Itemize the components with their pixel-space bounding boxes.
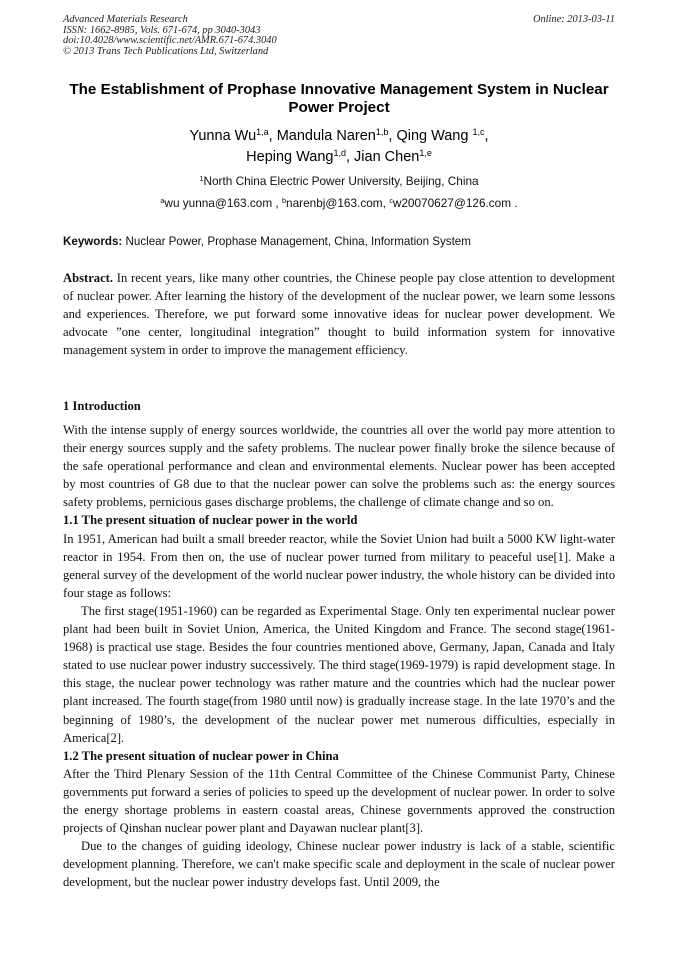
introduction-body [63, 421, 615, 891]
abstract-label: Abstract. [63, 271, 114, 285]
keywords-label: Keywords: [63, 235, 123, 248]
abstract [63, 269, 615, 359]
issn-line: ISSN: 1662-8985, Vols. 671-674, pp 3040-3043 [63, 24, 261, 36]
paragraph: In 1951, American had built a small breeder reactor, while the Soviet Union had built a 5000 KW light-water reactor in 1954. From then on, the use of nuclear power turned from military to peaceful use[1]. Make a general survey of the development of the world nuclear power industry, the whole history can be divided into four stage as follows: [63, 531, 615, 600]
doi-line: doi:10.4028/www.scientific.net/AMR.671-674.3040 [63, 35, 277, 46]
author [277, 128, 397, 144]
author-name: Mandula Naren [276, 128, 376, 144]
author-sup: 1,e [419, 148, 432, 159]
subsection-heading: 1.1 The present situation of nuclear power in the world [63, 513, 358, 528]
email-sup: c [389, 195, 393, 205]
online-date: Online: 2013-03-11 [532, 14, 615, 25]
author-name: Heping Wang [246, 149, 334, 165]
abstract-text: In recent years, like many other countries, the Chinese people pay close attention to development of nuclear power. After learning the history of the development of the nuclear power, we learn some lessons and experiences. Therefore, we put forward some innovative ideas for nuclear power development. We advocate ”one center, longitudinal integration” thought to build information system for innovative management system in order to improve the management efficiency. [63, 271, 615, 358]
affiliation-sup: 1 [199, 173, 204, 183]
author-name: Jian Chen [354, 149, 420, 165]
author [190, 128, 277, 144]
author-name: Qing Wang [396, 128, 473, 144]
email: narenbj@163.com, [286, 196, 390, 210]
email-sup: b [281, 195, 287, 205]
email: wu yunna@163.com , [164, 196, 282, 210]
paragraph: With the intense supply of energy sources worldwide, the countries all over the world pay more attention to their energy sources supply and the safety problems. The nuclear power finally broke the silence because of the safe operational performance and clean and environmental elements. Nuclear power has been accepted by most countries of G8 due to that the nuclear power can solve the problems such as: the energy sources safety problems, pernicious gases discharge problems, the challenge of climate change and so on. [63, 423, 615, 510]
paragraph: The first stage(1951-1960) can be regarded as Experimental Stage. Only ten experimental nuclear power plant had been built in Soviet Union, America, the United Kingdom and France. The second stage(1961-1968) is practical use stage. Besides the four countries mentioned above, Germany, Japan, Canada and Italy stated to use nuclear power industry successively. The third stage(1969-1979) is rapid development stage. In this stage, the nuclear power technology was rather mature and the countries which had the nuclear power plant increased. The fourth stage(from 1980 until now) is gradually increase stage. In the late 1970’s and the beginning of 1980’s, the development of the nuclear power met numerous difficulties, especially in America[2]. [63, 603, 615, 745]
publication-header [63, 15, 615, 57]
subsection-heading: 1.2 The present situation of nuclear power in China [63, 748, 339, 763]
author-sep: , [484, 128, 489, 144]
author [246, 149, 354, 165]
affiliation-text: North China Electric Power University, Beijing, China [203, 174, 479, 188]
author [354, 149, 432, 165]
paper-title: The Establishment of Prophase Innovative Management System in Nuclear Power Project [69, 81, 609, 116]
author-list [63, 126, 615, 168]
author-sep: , [345, 149, 355, 165]
author-sep: , [388, 128, 397, 144]
author-sup: 1,a [256, 127, 269, 138]
author-sup: 1,d [333, 148, 346, 159]
keywords-text: Nuclear Power, Prophase Management, China, Information System [122, 235, 471, 248]
paragraph: After the Third Plenary Session of the 11th Central Committee of the Chinese Communist Party, Chinese governments put forward a series of policies to speed up the development of nuclear power. In order to solve the energy shortage problems in eastern coastal areas, Chinese governments approved the construction projects of Qinshan nuclear power plant and Dayawan nuclear plant[3]. [63, 766, 615, 836]
keywords [63, 235, 615, 249]
affiliation [63, 174, 615, 188]
journal-name: Advanced Materials Research [63, 14, 188, 25]
paragraph: Due to the changes of guiding ideology, Chinese nuclear power industry is lack of a stable, scientific development planning. Therefore, we can't make specific scale and deployment in the scale of nuclear power development, but the nuclear power industry develops fast. Until 2009, the [63, 839, 615, 890]
author-sup: 1,c [472, 127, 485, 138]
author-sup: 1,b [375, 127, 389, 138]
author-sep: , [268, 128, 277, 144]
email: w20070627@126.com . [392, 196, 518, 210]
author-name: Yunna Wu [189, 128, 257, 144]
copyright-line: © 2013 Trans Tech Publications Ltd, Switzerland [63, 45, 269, 57]
author [396, 128, 488, 144]
email-sup: a [160, 195, 165, 205]
section-heading-introduction: 1 Introduction [63, 399, 141, 413]
email-list [63, 196, 615, 210]
